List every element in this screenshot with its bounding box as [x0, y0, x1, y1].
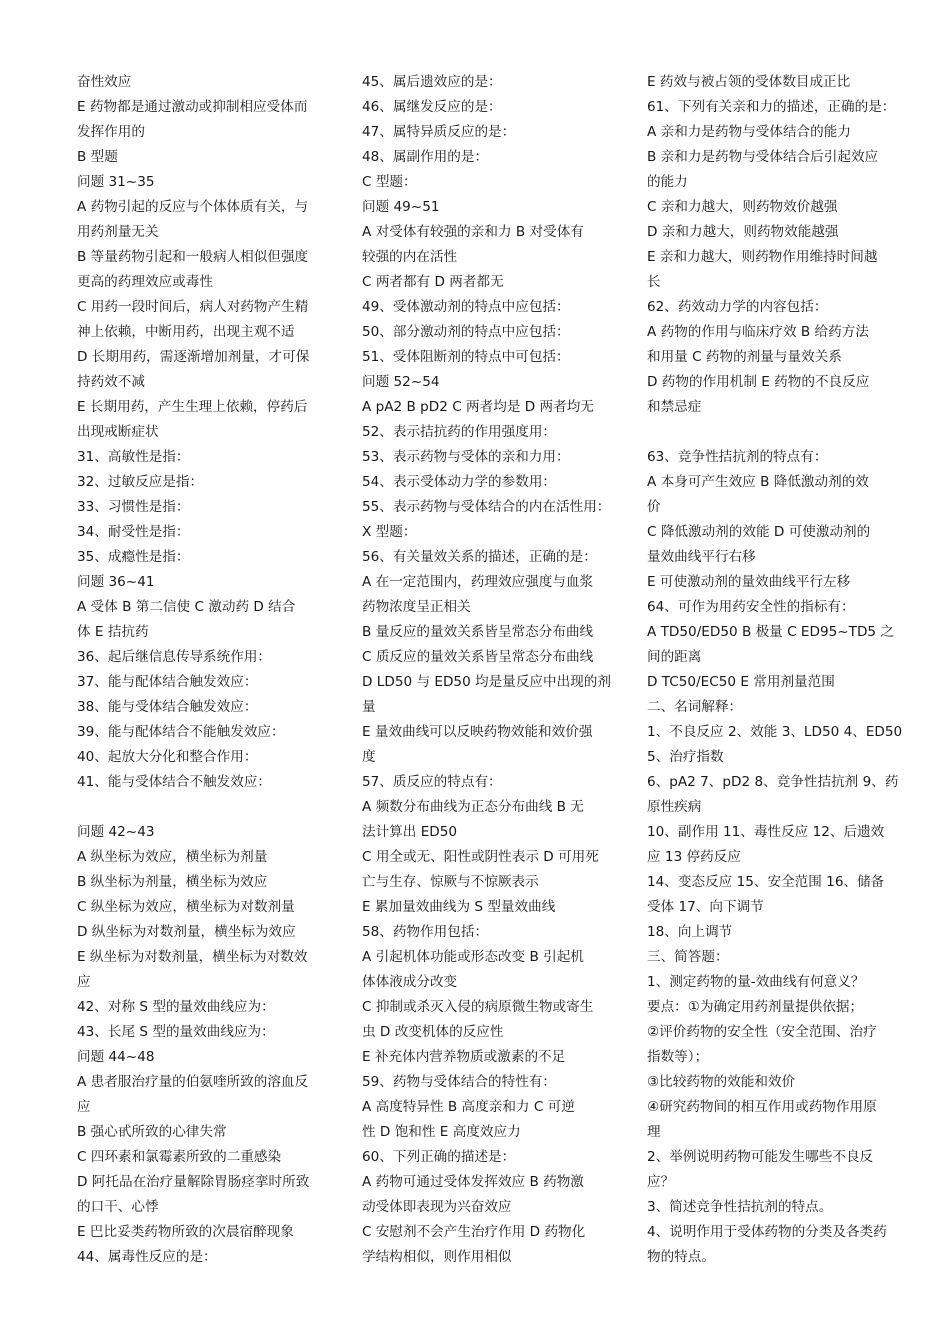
text-line: 和用量 C 药物的剂量与量效关系 — [647, 349, 842, 365]
text-line: 要点：①为确定用药剂量提供依据； — [647, 999, 864, 1015]
text-line: A 对受体有较强的亲和力 B 对受体有 — [362, 224, 584, 240]
text-line: 43、长尾 S 型的量效曲线应为： — [77, 1024, 275, 1040]
text-line: 42、对称 S 型的量效曲线应为： — [77, 999, 275, 1015]
text-line: E 药效与被占领的受体数目成正比 — [647, 74, 851, 90]
text-line: 度 — [362, 749, 376, 765]
text-line: C 质反应的量效关系皆呈常态分布曲线 — [362, 649, 594, 665]
text-line: 5、治疗指数 — [647, 749, 724, 765]
text-line: C 亲和力越大，则药物效价越强 — [647, 199, 838, 215]
text-line: 二、名词解释： — [647, 699, 743, 715]
text-line: 46、属继发反应的是： — [362, 99, 502, 115]
text-line: 61、下列有关亲和力的描述，正确的是： — [647, 99, 896, 115]
text-line: A 受体 B 第二信使 C 激动药 D 结合 — [77, 599, 296, 615]
text-line: D LD50 与 ED50 均是量反应中出现的剂 — [362, 674, 611, 690]
text-line: A 药物可通过受体发挥效应 B 药物激 — [362, 1174, 584, 1190]
text-line: E 药物都是通过激动或抑制相应受体而 — [77, 99, 308, 115]
text-line: 学结构相似，则作用相似 — [362, 1249, 512, 1265]
text-column-left — [77, 70, 309, 1270]
text-line: C 安慰剂不会产生治疗作用 D 药物化 — [362, 1224, 586, 1240]
text-line: ②评价药物的安全性（安全范围、治疗 — [647, 1024, 877, 1040]
text-line: D 药物的作用机制 E 药物的不良反应 — [647, 374, 870, 390]
text-line: 量效曲线平行右移 — [647, 549, 756, 565]
text-line: 性 D 饱和性 E 高度效应力 — [362, 1124, 521, 1140]
text-line: 59、药物与受体结合的特性有： — [362, 1074, 557, 1090]
text-line: A 纵坐标为效应，横坐标为剂量 — [77, 849, 268, 865]
text-line: B 型题 — [77, 149, 118, 165]
text-line: 48、属副作用的是： — [362, 149, 489, 165]
text-line: D 亲和力越大，则药物效能越强 — [647, 224, 839, 240]
text-line: 神上依赖，中断用药，出现主观不适 — [77, 324, 295, 340]
text-line: ④研究药物间的相互作用或药物作用原 — [647, 1099, 877, 1115]
text-line: 问题 44~48 — [77, 1049, 155, 1065]
text-line: 31、高敏性是指： — [77, 449, 190, 465]
text-line: 问题 36~41 — [77, 574, 155, 590]
text-line: 理 — [647, 1124, 661, 1140]
text-line: 的能力 — [647, 174, 688, 190]
text-line: 41、能与受体结合不触发效应： — [77, 774, 272, 790]
text-line: 应 — [77, 1099, 91, 1115]
text-line: D 长期用药，需逐渐增加剂量，才可保 — [77, 349, 310, 365]
text-line: A pA2 B pD2 C 两者均是 D 两者均无 — [362, 399, 594, 415]
text-line: 14、变态反应 15、安全范围 16、储备 — [647, 874, 885, 890]
text-line: 4、说明作用于受体药物的分类及各类药 — [647, 1224, 887, 1240]
text-line: C 四环素和氯霉素所致的二重感染 — [77, 1149, 282, 1165]
text-line: 应 13 停药反应 — [647, 849, 741, 865]
text-line: 55、表示药物与受体结合的内在活性用： — [362, 499, 611, 515]
text-line: A 本身可产生效应 B 降低激动剂的效 — [647, 474, 869, 490]
text-line: 奋性效应 — [77, 74, 132, 90]
text-line: 33、习惯性是指： — [77, 499, 190, 515]
text-line: 虫 D 改变机体的反应性 — [362, 1024, 504, 1040]
text-line: 体 E 拮抗药 — [77, 624, 149, 640]
text-line: A 频数分布曲线为正态分布曲线 B 无 — [362, 799, 584, 815]
text-line: 法计算出 ED50 — [362, 824, 458, 840]
text-line: 长 — [647, 274, 661, 290]
text-line: 10、副作用 11、毒性反应 12、后遗效 — [647, 824, 885, 840]
text-line: 药物浓度呈正相关 — [362, 599, 471, 615]
text-line: 问题 52~54 — [362, 374, 440, 390]
text-line: 用药剂量无关 — [77, 224, 159, 240]
text-line: 1、测定药物的量-效曲线有何意义？ — [647, 974, 865, 990]
text-line: 价 — [647, 499, 661, 515]
text-line: 的口干、心悸 — [77, 1199, 159, 1215]
text-line: 45、属后遗效应的是： — [362, 74, 502, 90]
text-column-middle — [362, 70, 611, 1270]
text-line: A TD50/ED50 B 极量 C ED95~TD5 之 — [647, 624, 894, 640]
text-line: 51、受体阻断剂的特点中可包括： — [362, 349, 570, 365]
text-line: 三、简答题： — [647, 949, 729, 965]
text-line: 问题 49~51 — [362, 199, 440, 215]
text-line: E 纵坐标为对数剂量，横坐标为对数效 — [77, 949, 308, 965]
text-line: C 抑制或杀灭入侵的病原微生物或寄生 — [362, 999, 594, 1015]
text-line: 物的特点。 — [647, 1249, 715, 1265]
text-line: A 患者服治疗量的伯氨喹所致的溶血反 — [77, 1074, 309, 1090]
text-line: 39、能与配体结合不能触发效应： — [77, 724, 285, 740]
text-line: B 亲和力是药物与受体结合后引起效应 — [647, 149, 879, 165]
text-line: 更高的药理效应或毒性 — [77, 274, 213, 290]
text-line: 和禁忌症 — [647, 399, 702, 415]
text-line: 6、pA2 7、pD2 8、竞争性拮抗剂 9、药 — [647, 774, 899, 790]
text-line: 56、有关量效关系的描述，正确的是： — [362, 549, 597, 565]
text-line: 出现戒断症状 — [77, 424, 159, 440]
text-line: 54、表示受体动力学的参数用： — [362, 474, 557, 490]
text-line: 持药效不减 — [77, 374, 145, 390]
text-line: 原性疾病 — [647, 799, 702, 815]
text-line: A 在一定范围内，药理效应强度与血浆 — [362, 574, 594, 590]
text-line — [77, 795, 309, 820]
text-line: 44、属毒性反应的是： — [77, 1249, 217, 1265]
text-line: 较强的内在活性 — [362, 249, 458, 265]
text-line: E 亲和力越大，则药物作用维持时间越 — [647, 249, 878, 265]
text-line: 60、下列正确的描述是： — [362, 1149, 516, 1165]
text-line: 量 — [362, 699, 376, 715]
text-line: B 等量药物引起和一般病人相似但强度 — [77, 249, 309, 265]
text-line: 64、可作为用药安全性的指标有： — [647, 599, 855, 615]
text-line: D 纵坐标为对数剂量，横坐标为效应 — [77, 924, 296, 940]
text-line: 应 — [77, 974, 91, 990]
text-line: 47、属特异质反应的是： — [362, 124, 516, 140]
text-line: 50、部分激动剂的特点中应包括： — [362, 324, 570, 340]
text-line: 37、能与配体结合触发效应： — [77, 674, 258, 690]
text-line: 问题 42~43 — [77, 824, 155, 840]
text-line: A 药物的作用与临床疗效 B 给药方法 — [647, 324, 869, 340]
text-line: 36、起后继信息传导系统作用： — [77, 649, 272, 665]
text-line: C 降低激动剂的效能 D 可使激动剂的 — [647, 524, 871, 540]
text-line: A 药物引起的反应与个体体质有关，与 — [77, 199, 309, 215]
text-column-right — [647, 70, 902, 1270]
text-line: B 量反应的量效关系皆呈常态分布曲线 — [362, 624, 594, 640]
text-line: 53、表示药物与受体的亲和力用： — [362, 449, 570, 465]
text-line — [647, 420, 902, 445]
text-line: 52、表示拮抗药的作用强度用： — [362, 424, 557, 440]
text-line: 问题 31~35 — [77, 174, 155, 190]
text-line: E 补充体内营养物质或激素的不足 — [362, 1049, 566, 1065]
text-line: E 量效曲线可以反映药物效能和效价强 — [362, 724, 593, 740]
text-line: 体体液成分改变 — [362, 974, 458, 990]
text-line: 35、成瘾性是指： — [77, 549, 190, 565]
text-line: 38、能与受体结合触发效应： — [77, 699, 258, 715]
text-line: C 纵坐标为效应，横坐标为对数剂量 — [77, 899, 295, 915]
text-line: 2、举例说明药物可能发生哪些不良反 — [647, 1149, 874, 1165]
text-line: 动受体即表现为兴奋效应 — [362, 1199, 512, 1215]
text-line: C 用全或无、阳性或阴性表示 D 可用死 — [362, 849, 599, 865]
text-line: B 纵坐标为剂量，横坐标为效应 — [77, 874, 268, 890]
text-line: C 型题： — [362, 174, 417, 190]
text-line: 49、受体激动剂的特点中应包括： — [362, 299, 570, 315]
text-line: E 巴比妥类药物所致的次晨宿醉现象 — [77, 1224, 294, 1240]
text-line: 57、质反应的特点有： — [362, 774, 502, 790]
text-line: 1、不良反应 2、效能 3、LD50 4、ED50 — [647, 724, 903, 740]
text-line: X 型题： — [362, 524, 417, 540]
text-line: A 引起机体功能或形态改变 B 引起机 — [362, 949, 584, 965]
text-line: 62、药效动力学的内容包括： — [647, 299, 828, 315]
text-line: 间的距离 — [647, 649, 702, 665]
text-line: 发挥作用的 — [77, 124, 145, 140]
text-line: 40、起放大分化和整合作用： — [77, 749, 258, 765]
text-line: 58、药物作用包括： — [362, 924, 489, 940]
text-line: E 长期用药，产生生理上依赖，停药后 — [77, 399, 308, 415]
text-line: A 高度特异性 B 高度亲和力 C 可逆 — [362, 1099, 575, 1115]
text-line: D TC50/EC50 E 常用剂量范围 — [647, 674, 835, 690]
text-line: ③比较药物的效能和效价 — [647, 1074, 796, 1090]
text-line: C 用药一段时间后，病人对药物产生精 — [77, 299, 309, 315]
text-line: E 累加量效曲线为 S 型量效曲线 — [362, 899, 556, 915]
text-line: 34、耐受性是指： — [77, 524, 190, 540]
text-line: 3、简述竞争性拮抗剂的特点。 — [647, 1199, 833, 1215]
text-line: B 强心甙所致的心律失常 — [77, 1124, 227, 1140]
text-line: D 阿托品在治疗量解除胃肠痉挛时所致 — [77, 1174, 310, 1190]
text-line: A 亲和力是药物与受体结合的能力 — [647, 124, 851, 140]
text-line: 受体 17、向下调节 — [647, 899, 764, 915]
text-line: 指数等）； — [647, 1049, 709, 1065]
text-line: 应？ — [647, 1174, 675, 1190]
text-line: E 可使激动剂的量效曲线平行左移 — [647, 574, 851, 590]
text-line: C 两者都有 D 两者都无 — [362, 274, 504, 290]
text-line: 63、竞争性拮抗剂的特点有： — [647, 449, 828, 465]
text-line: 亡与生存、惊厥与不惊厥表示 — [362, 874, 539, 890]
text-line: 32、过敏反应是指： — [77, 474, 204, 490]
text-line: 18、向上调节 — [647, 924, 733, 940]
